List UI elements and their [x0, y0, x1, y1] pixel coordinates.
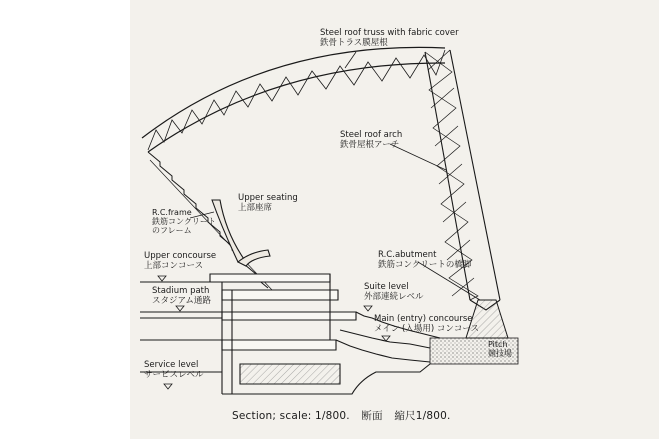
rc-frame-label [152, 208, 216, 235]
pitch-label-jp: 競技場 [488, 349, 512, 358]
upper-concourse-label-en: Upper concourse [144, 251, 217, 261]
rc-abutment-label [378, 250, 471, 270]
rc-frame-label-en: R.C.frame [152, 208, 192, 217]
main-concourse-label [374, 314, 479, 334]
roof-truss-label-jp: 鉄骨トラス膜屋根 [320, 38, 388, 48]
stadium-path-label [152, 286, 211, 306]
upper-concourse-label [144, 251, 216, 271]
main-concourse-label-jp: メイン (入場用) コンコース [374, 324, 479, 334]
stadium-path-label-jp: スタジアム通路 [152, 296, 211, 306]
service-level-label-en: Service level [144, 360, 199, 370]
caption-en: Section; scale: 1/800. [232, 410, 350, 422]
roof-arch-label-jp: 鉄骨屋根アーチ [340, 140, 400, 150]
drawing-caption [232, 408, 459, 423]
service-level-label [144, 360, 204, 380]
upper-seating-label-en: Upper seating [238, 193, 298, 203]
caption-jp-section: 断面 [361, 410, 383, 422]
pitch-label [488, 340, 512, 358]
caption-jp-scale: 縮尺1/800. [394, 410, 451, 422]
roof-arch-label-en: Steel roof arch [340, 130, 403, 140]
roof-arch-label [340, 130, 402, 150]
rc-frame-label-jp2: のフレーム [152, 226, 192, 235]
rc-frame-label-jp1: 鉄筋コンクリート [152, 217, 216, 226]
roof-arch [425, 50, 500, 310]
upper-concourse-label-jp: 上部コンコース [144, 261, 204, 271]
suite-level-label [364, 282, 424, 302]
roof-truss-label-en: Steel roof truss with fabric cover [320, 28, 459, 38]
rc-abutment-label-en: R.C.abutment [378, 250, 437, 260]
rc-abutment-label-jp: 鉄筋コンクリートの橋脚 [378, 260, 472, 270]
upper-seating-label-jp: 上部座席 [238, 203, 273, 213]
pitch-label-en: Pitch [488, 340, 508, 349]
suite-level-label-jp: 外部連続レベル [364, 292, 424, 302]
upper-seating-label [238, 193, 298, 213]
roof-truss-label [320, 28, 459, 48]
truss-top-chord [142, 47, 445, 138]
stadium-path-label-en: Stadium path [152, 286, 210, 296]
service-level-label-jp: サービスレベル [144, 370, 204, 380]
suite-level-label-en: Suite level [364, 282, 409, 292]
main-concourse-label-en: Main (entry) concourse [374, 314, 473, 324]
